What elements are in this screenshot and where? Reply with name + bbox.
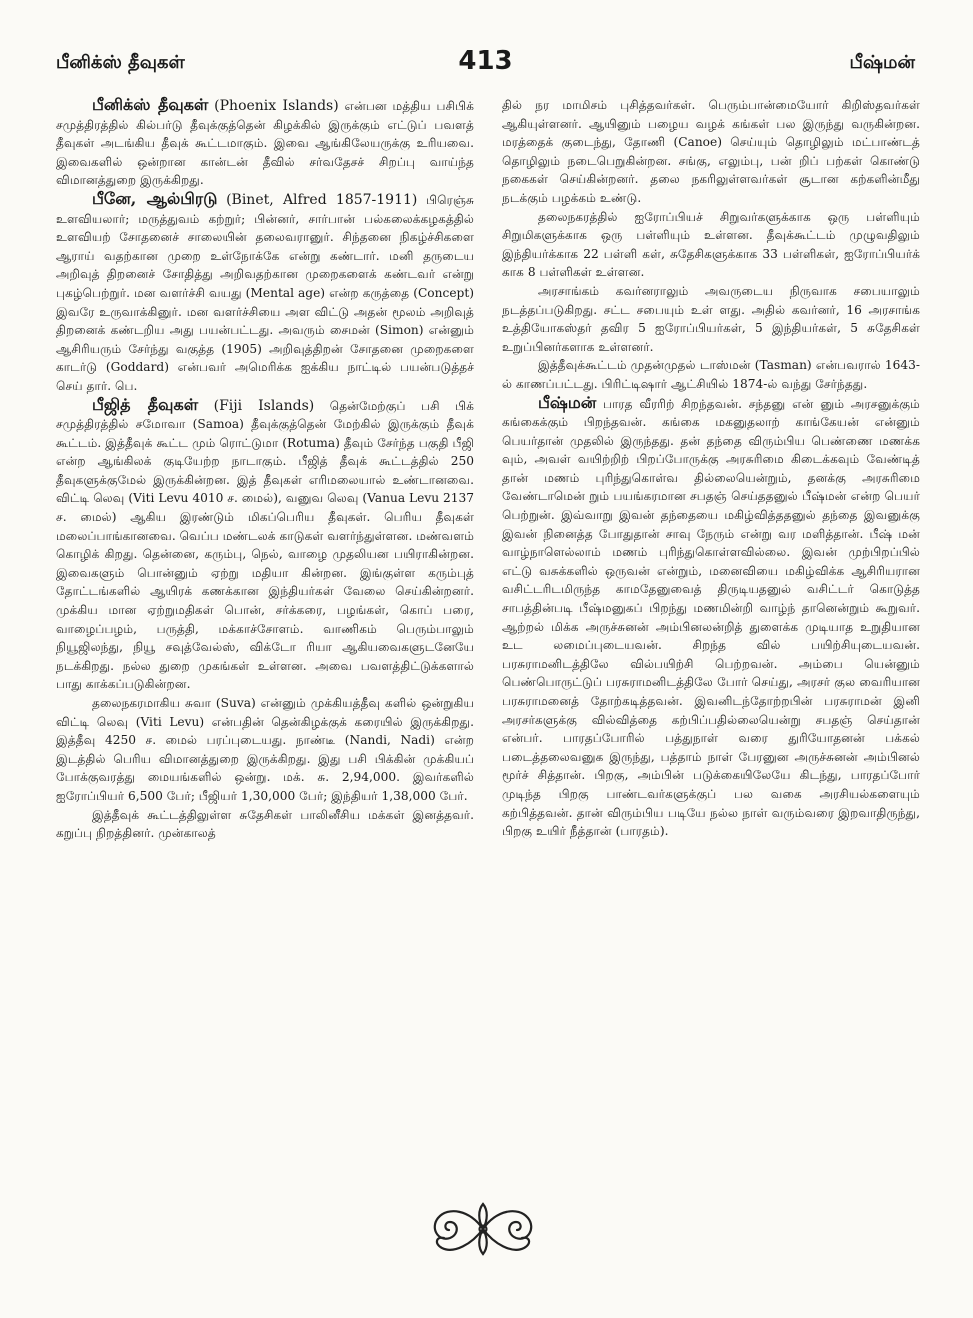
body-paragraph: [502, 96, 920, 208]
entry-term: பீனிக்ஸ் தீவுகள்: [92, 96, 209, 114]
entry-term: பீஜித் தீவுகள்: [92, 394, 199, 414]
paragraph-text: தில் நர மாமிசம் புசித்தவர்கள். பெரும்பான்மையோர் கிறிஸ்தவர்கள் ஆகியுள்ளனர். ஆயினும் பழைய வழக் கங்கள் பல இருந்து வருகின்றன. மரத்தைக் குடைந்து, தோணி (Canoe) செய்யும் தொழிலும் மட்பாண்டத் தொழிலும் நடைபெறுகின்றன. சங்கு, எலும்பு, பன் றிப் பற்கள் கொண்டு நகைகள் செய்கின்றனர். தலை நகரிலுள்ளவர்கள் சூடான கற்களின்மீது நடக்கும் பழக்கம் உண்டு.: [502, 98, 920, 205]
body-paragraph: [56, 694, 474, 806]
floral-scroll-ornament-icon: [420, 1198, 546, 1260]
body-paragraph: [502, 356, 920, 393]
right-column: [502, 96, 920, 1186]
paragraph-text: இத்தீவுக்கூட்டம் முதன்முதல் டாஸ்மன் (Tasman) என்பவரால் 1643-ல் காணப்பட்டது. பிரிட்டிஷார் ஆட்சியில் 1874-ல் வந்து சேர்ந்தது.: [502, 358, 920, 391]
entry-paragraph: [56, 396, 474, 695]
paragraph-text: இத்தீவுக் கூட்டத்திலுள்ள சுதேசிகள் பாலினீசிய மக்கள் இனத்தவர். கறுப்பு நிறத்தினர். முன்காலத்: [56, 807, 474, 841]
entry-term-english: (Fiji Islands): [213, 397, 315, 414]
entry-text: என்பன மத்திய பசிபிக் சமுத்திரத்தில் கில்பர்டு தீவுக்குத்தென் கிழக்கில் இருக்கும் எட்டுப் பவளத் தீவுகள் அடங்கிய தீவுக் கூட்டமாகும். இவை ஆங்கிலேயருக்கு உரியவை. இவைகளில் ஒன்றான கான்டன் தீவில் சர்வதேசச் சிறப்பு வாய்ந்த விமானத்துறை இருக்கிறது.: [56, 99, 474, 188]
entry-text: பிரெஞ்சு உளவியலார்; மருத்துவம் கற்றுர்; பின்னர், சார்பான் பல்கலைக்கழகத்தில் உளவியற் சோதனைச் சாலையின் தலைவரானுர். சிந்தனை நிகழ்ச்சிகளை ஆராய் வதற்கான முறை உள்நோக்கே என்று கண்டார். மனி தருடைய அறிவுத் திறனைச் சோதித்து அறிவதற்கான முறைகளைக் கண்டவர் என்று புகழ்பெற்றுர். மன வளர்ச்சி வயது (Mental age) என்ற கருத்தை (Concept) இவரே உருவாக்கினுர். மன வளர்ச்சியை அள விட்டு அதன் மூலம் அறிவுத் திறனைக் கண்டறிய அது பயன்பட்டது. அவரும் சைமன் (Simon) என்னும் ஆசிரியரும் சேர்ந்து வகுத்த (1905) அறிவுத்திறன் சோதனை முறைகளை காடர்டு (Goddard) என்பவர் அமெரிக்க ஐக்கிய நாட்டில் பயன்படுத்தச் செய் தார். பெ.: [56, 192, 474, 393]
running-header: [56, 46, 915, 92]
entry-paragraph: [502, 394, 920, 841]
page-number: 413: [458, 46, 513, 76]
header-right-title: பீஷ்மன்: [849, 52, 915, 73]
entry-paragraph: [56, 190, 474, 396]
paragraph-text: தலைநகரமாகிய சுவா (Suva) என்னும் முக்கியத்தீவு களில் ஒன்றுகிய விட்டி லெவு (Viti Levu) என்பதின் தென்கிழக்குக் கரையில் இருக்கிறது. இத்தீவு 4250 ச. மைல் பரப்புடையது. நாண்டீ (Nandi, Nadi) என்ற இடத்தில் பெரிய விமானத்துறை இருக்கிறது. இது பசி பிக்கின் முக்கியப் போக்குவரத்து மையங்களில் ஒன்று. மக். சு. 2,94,000. இவர்களில் ஐரோப்பியர் 6,500 பேர்; பீஜியர் 1,30,000 பேர்; இந்தியர் 1,38,000 பேர்.: [56, 696, 474, 803]
paragraph-text: தலைநகரத்தில் ஐரோப்பியச் சிறுவர்களுக்காக ஒரு பள்ளியும் சிறுமிகளுக்காக ஒரு பள்ளியும் உள்ளன. தீவுக்கூட்டம் முழுவதிலும் இந்தியர்க்காக 22 பள்ளி கள், சுதேசிகளுக்காக 33 பள்ளிகள், ஐரோப்பியர்க் காக 8 பள்ளிகள் உள்ளன.: [502, 209, 920, 280]
entry-text: தென்மேற்குப் பசி பிக் சமுத்திரத்தில் சமோவா (Samoa) தீவுக்குத்தென் மேற்கில் இருக்கும் தீவுக் கூட்டம். இத்தீவுக் கூட்ட மும் ரொட்டுமா (Rotuma) தீவும் சேர்ந்த பகுதி பீஜி என்ற ஆங்கிலக் குடியேற்ற நாடாகும். பீஜித் தீவுக் கூட்டத்தில் 250 தீவுகளுக்குமேல் இருக்கின்றன. இத் தீவுகள் எரிமலையால் உண்டானவை. விட்டி லெவு (Viti Levu 4010 ச. மைல்), வனுவ லெவு (Vanua Levu 2137 ச. மைல்) ஆகிய இரண்டும் மிகப்பெரிய தீவுகள். பெரிய தீவுகள் மலைப்பாங்கானவை. வெப்ப மண்டலக் காடுகள் வளர்ந்துள்ளன. மண்வளம் கொழிக் கிறது. தென்னை, கரும்பு, நெல், வாழை முதலியன பயிராகின்றன. இவைகளும் பொன்னும் ஏற்று மதியா கின்றன. இங்குள்ள கரும்புத் தோட்டங்களில் ஆயிரக் கணக்கான இந்தியர்கள் வேலை செய்கின்றனர். முக்கிய மான ஏற்றுமதிகள் பொன், சர்க்கரை, பழங்கள், கொப் பரை, வாழைப்பழம், பருத்தி, மக்காச்சோளம். வாணிகம் பெரும்பாலும் நியூஜிலந்து, நியூ சவுத்வேல்ஸ், விக்டோ ரியா ஆகியவைகளுடனேயே நடக்கிறது. நல்ல துறை முகங்கள் உள்ளன. அவை பவளத்திட்டுக்களால் பாது காக்கப்படுகின்றன.: [56, 398, 474, 692]
header-left-title: பீனிக்ஸ் தீவுகள்: [56, 52, 185, 73]
entry-term: பீனே, ஆல்பிரடு: [92, 188, 218, 208]
entry-term-english: (Binet, Alfred 1857-1911): [226, 191, 418, 208]
paragraph-text: அரசாங்கம் கவர்னராலும் அவருடைய நிருவாக சபையாலும் நடத்தப்படுகிறது. சட்ட சபையும் உள் ளது. அதில் கவர்னர், 16 அரசாங்க உத்தியோகஸ்தர் தவிர 5 ஐரோப்பியர்கள், 5 இந்தியர்கள், 5 சுதேசிகள் உறுப்பினர்களாக உள்ளனர்.: [502, 283, 920, 354]
body-paragraph: [502, 208, 920, 282]
entry-paragraph: [56, 96, 474, 190]
entry-text: பாரத வீரரிற் சிறந்தவன். சந்தனு என் னும் அரசனுக்கும் கங்கைக்கும் பிறந்தவன். கங்கை மகனுதலாற் காங்கேயன் என்னும் பெயர்தான் முதலில் இருந்தது. தன் தந்தை விரும்பிய பெண்ணை மணக்க வும், அவள் வயிற்றிற் பிறப்போருக்கு அரசுரிமை கிடைக்கவும் வேண்டித் தான் மணம் புரிந்துகொள்வ தில்லையென்றும், தனக்கு அரசுரிமை வேண்டாமென் றும் பயங்கரமான சபதஞ் செய்ததனுல் பீஷ்மன் என்ற பெயர் பெற்றுன். இவ்வாறு இவன் தந்தையை மகிழ்வித்ததனுல் தந்தை இவனுக்கு இவன் நினைத்த போதுதான் சாவு நேரும் என்று வர மளித்தான். பீஷ் மன் வாழ்நாளெல்லாம் மணம் புரிந்துகொள்ளவில்லை. இவன் முற்பிறப்பில் எட்டு வசுக்களில் ஒருவன் என்றும், மனைவியை மகிழ்விக்க ஆசிரியரான வசிட்டரிடமிருந்த காமதேனுவைத் திருடியதனுல் வசிட்டர் கொடுத்த சாபத்தின்படி பீஷ்மனுகப் பிறந்து மணமின்றி வாழ்ந் தானென்றும் கூறுவர். ஆற்றல் மிக்க அருச்சுனன் அம்பினலன்றித் துளைக்க முடியாத உறுதியான உட லமைப்புடையவன். சிறந்த வில் பயிற்சியுடையவன். பரசுராமனிடத்திலே வில்பயிற்சி பெற்றவன். அம்பை யென்னும் பெண்பொருட்டுப் பரசுராமனிடத்திலே போர் செய்து, அரசர் குல வைரியான பரசுராமனைத் தோற்கடித்தவன். இவனிடந்தோற்றபின் பரசுராமன் இனி அரசர்களுக்கு வில்வித்தை கற்பிப்பதில்லையென்று சபதஞ் செய்தான் என்பர். பாரதப்போரில் பத்துநாள் வரை துரியோதனன் பக்கல் படைத்தலைவனுக இருந்து, பத்தாம் நாள் பேரனுன அருச்சுனன் அம்பினல் மூர்ச் சித்தான். பிறகு, அம்பின் படுக்கையிலேயே கிடந்து, பாரதப்போர் முடிந்த பிறகு பாண்டவர்களுக்குப் பல வகை அரசியல்களையும் கற்பித்தவன். தான் விரும்பிய படியே நல்ல நாள் வரும்வரை இறவாதிருந்து, பிறகு உயிர் நீத்தான் (பாரதம்).: [502, 396, 920, 839]
left-column: [56, 96, 474, 1186]
body-paragraph: [502, 282, 920, 356]
body-paragraph: [56, 806, 474, 843]
entry-term-english: (Phoenix Islands): [214, 98, 339, 114]
entry-term: பீஷ்மன்: [538, 392, 597, 412]
